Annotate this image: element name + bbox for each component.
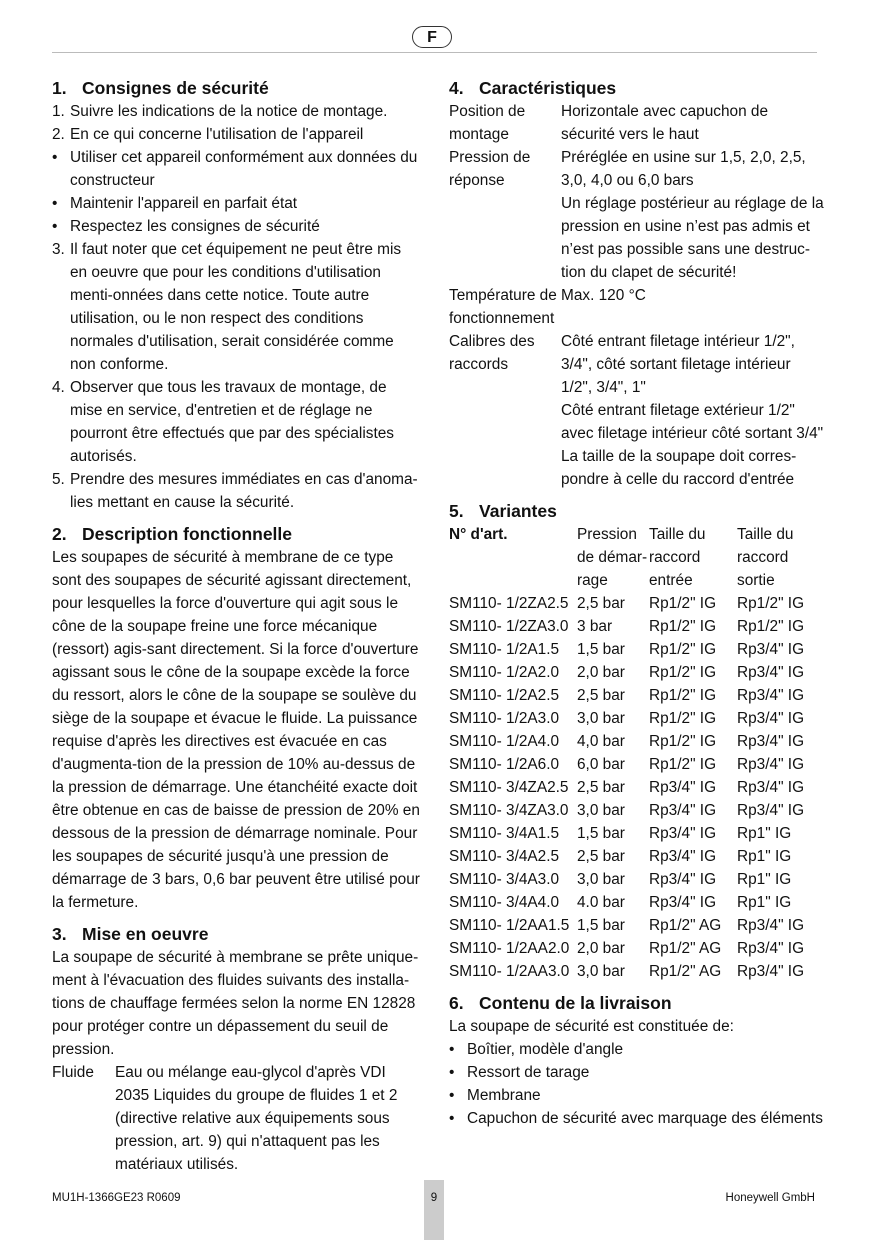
table-cell: Rp3/4" IG (737, 917, 805, 934)
spec-row: Température de fonctionnement Max. 120 °C (449, 287, 646, 327)
company-name: Honeywell GmbH (725, 1192, 815, 1204)
section-characteristics (449, 76, 824, 491)
table-cell: Rp1/2" IG (649, 664, 717, 681)
fluid-label: Fluide (52, 1064, 94, 1081)
list-item: 1. Suivre les indications de la notice de montage. (52, 103, 388, 120)
table-cell: 2,5 bar (577, 687, 625, 704)
table-cell: SM110- 3/4ZA2.5 (449, 779, 569, 796)
paragraph: La soupape de sécurité est constituée de: (449, 1018, 734, 1035)
page-footer (0, 1180, 875, 1240)
table-cell: 3,0 bar (577, 963, 625, 980)
table-cell: 1,5 bar (577, 917, 625, 934)
table-cell: SM110- 1/2AA2.0 (449, 940, 570, 957)
table-header-row (449, 523, 824, 592)
table-cell: SM110- 3/4A2.5 (449, 848, 560, 865)
table-cell: SM110- 1/2A2.5 (449, 687, 560, 704)
table-cell: Rp1/2" AG (649, 940, 722, 957)
table-cell: SM110- 3/4A3.0 (449, 871, 560, 888)
table-cell: Rp1/2" IG (649, 756, 717, 773)
table-cell: Rp3/4" IG (649, 825, 717, 842)
table-cell: Rp3/4" IG (737, 756, 805, 773)
language-badge: F (412, 26, 452, 48)
table-cell: Rp1" IG (737, 825, 792, 842)
table-cell: Rp1" IG (737, 848, 792, 865)
spec-row: Position de montage Horizontale avec capuchon de sécurité vers le haut (449, 103, 769, 143)
section-functional-description (52, 522, 422, 914)
fluid-row (52, 1061, 422, 1176)
table-cell: Rp3/4" IG (737, 641, 805, 658)
table-cell: 6,0 bar (577, 756, 625, 773)
table-cell: SM110- 1/2AA1.5 (449, 917, 570, 934)
delivery-list (449, 1038, 824, 1130)
section-heading: 5. Variantes (449, 501, 557, 521)
list-item: • Boîtier, modèle d'angle (449, 1041, 624, 1058)
table-cell: Rp3/4" IG (649, 779, 717, 796)
list-item: • Capuchon de sécurité avec marquage des éléments (449, 1110, 823, 1127)
table-row (449, 638, 824, 661)
section-heading: 6. Contenu de la livraison (449, 993, 672, 1013)
table-cell: SM110- 1/2ZA3.0 (449, 618, 569, 635)
list-item: • Utiliser cet appareil conformément aux données du constructeur (52, 149, 418, 189)
table-row (449, 914, 824, 937)
table-cell: Rp3/4" IG (649, 802, 717, 819)
table-cell: SM110- 1/2A2.0 (449, 664, 560, 681)
column-header: Taille du raccord sortie (737, 526, 794, 589)
table-cell: SM110- 1/2A1.5 (449, 641, 560, 658)
table-cell: SM110- 1/2AA3.0 (449, 963, 570, 980)
list-item: 2. En ce qui concerne l'utilisation de l'appareil (52, 126, 364, 143)
table-row (449, 937, 824, 960)
table-cell: 1,5 bar (577, 825, 625, 842)
table-cell: 2,0 bar (577, 664, 625, 681)
table-cell: Rp1" IG (737, 894, 792, 911)
section-delivery-contents (449, 991, 824, 1130)
section-installation (52, 922, 422, 1176)
section-heading: 2. Description fonctionnelle (52, 524, 293, 544)
table-cell: 3,0 bar (577, 710, 625, 727)
table-row (449, 799, 824, 822)
table-cell: Rp1" IG (737, 871, 792, 888)
table-cell: SM110- 3/4ZA3.0 (449, 802, 569, 819)
table-cell: 4,0 bar (577, 733, 625, 750)
table-cell: Rp3/4" IG (737, 779, 805, 796)
document-code: MU1H-1366GE23 R0609 (52, 1192, 181, 1204)
column-header: Taille du raccord entrée (649, 526, 706, 589)
section-heading: 4. Caractéristiques (449, 78, 617, 98)
spec-row: Un réglage postérieur au réglage de la pression en usine n’est pas admis et n’est pas possible sans une destruc-tion du clapet de sécurité! (561, 195, 824, 281)
table-row (449, 730, 824, 753)
fluid-text: Eau ou mélange eau-glycol d'après VDI 2035 Liquides du groupe de fluides 1 et 2 (directive relative aux équipements sous pression, art. 9) qui n'attaquent pas les matériaux utilisés. (115, 1064, 398, 1173)
table-cell: 3,0 bar (577, 871, 625, 888)
table-cell: SM110- 1/2A3.0 (449, 710, 560, 727)
table-cell: Rp3/4" IG (737, 733, 805, 750)
table-cell: Rp1/2" AG (649, 963, 722, 980)
spec-row: Côté entrant filetage extérieur 1/2" avec filetage intérieur côté sortant 3/4" (561, 402, 824, 442)
list-item: 5. Prendre des mesures immédiates en cas d'anoma-lies mettant en cause la sécurité. (52, 471, 418, 511)
spec-row: Calibres des raccords Côté entrant filetage intérieur 1/2", 3/4", côté sortant filetage intérieur 1/2", 3/4", 1" (449, 333, 795, 396)
table-row (449, 845, 824, 868)
list-item: 3. Il faut noter que cet équipement ne peut être mis en oeuvre que pour les conditions d'utilisation menti-onnées dans cette notice. Toute autre utilisation, ou le non respect des conditions normales d'utilisation, serait considérée comme non conforme. (52, 241, 402, 373)
list-item: • Ressort de tarage (449, 1064, 590, 1081)
list-item: 4. Observer que tous les travaux de montage, de mise en service, d'entretien et de réglage ne pourront être effectués que par des spécialistes autorisés. (52, 379, 394, 465)
paragraph: La soupape de sécurité à membrane se prête unique-ment à l'évacuation des fluides suivants des installa-tions de chauffage fermées selon la norme EN 12828 pour protéger contre un dépassement du seuil de pression. (52, 949, 419, 1058)
table-cell: 2,0 bar (577, 940, 625, 957)
page-number: 9 (424, 1180, 444, 1240)
table-row (449, 891, 824, 914)
section-heading: 1. Consignes de sécurité (52, 78, 269, 98)
table-cell: Rp3/4" IG (649, 871, 717, 888)
table-row (449, 592, 824, 615)
table-cell: Rp1/2" IG (649, 641, 717, 658)
table-cell: Rp3/4" IG (737, 710, 805, 727)
table-cell: Rp1/2" IG (649, 710, 717, 727)
table-cell: Rp1/2" IG (737, 618, 805, 635)
table-row (449, 822, 824, 845)
table-cell: Rp3/4" IG (737, 963, 805, 980)
header-divider (52, 52, 817, 53)
table-cell: SM110- 3/4A4.0 (449, 894, 560, 911)
table-cell: SM110- 1/2A4.0 (449, 733, 560, 750)
table-cell: 2,5 bar (577, 848, 625, 865)
table-cell: Rp3/4" IG (649, 848, 717, 865)
table-row (449, 753, 824, 776)
table-cell: Rp3/4" IG (737, 940, 805, 957)
table-row (449, 776, 824, 799)
table-cell: Rp1/2" IG (737, 595, 805, 612)
table-cell: 2,5 bar (577, 595, 625, 612)
table-cell: SM110- 1/2A6.0 (449, 756, 560, 773)
table-cell: 2,5 bar (577, 779, 625, 796)
left-column (52, 76, 422, 1184)
table-row (449, 684, 824, 707)
table-cell: 4.0 bar (577, 894, 625, 911)
section-safety (52, 76, 422, 514)
table-cell: Rp3/4" IG (737, 687, 805, 704)
list-item: • Respectez les consignes de sécurité (52, 218, 320, 235)
table-row (449, 960, 824, 983)
table-cell: Rp1/2" IG (649, 687, 717, 704)
table-cell: Rp1/2" AG (649, 917, 722, 934)
table-cell: Rp3/4" IG (737, 664, 805, 681)
variants-table (449, 523, 824, 983)
safety-list (52, 100, 422, 514)
section-heading: 3. Mise en oeuvre (52, 924, 209, 944)
list-item: • Membrane (449, 1087, 541, 1104)
table-row (449, 707, 824, 730)
right-column (449, 76, 824, 1138)
column-header: N° d'art. (449, 526, 508, 543)
table-cell: Rp1/2" IG (649, 733, 717, 750)
table-row (449, 661, 824, 684)
paragraph: Les soupapes de sécurité à membrane de ce type sont des soupapes de sécurité agissant directement, pour lesquelles la force d'ouverture qui agit sous le cône de la soupape freine une force mécanique (ressort) agis-sant directement. Si la force d'ouverture agissant sous le cône de la soupape excède la force du ressort, alors le cône de la soupape se soulève du siège de la soupape et évacue le fluide. La puissance requise d'après les directives est évacuée en cas d'augmenta-tion de la pression de 10% au-dessus de la pression de démarrage. Une étanchéité exacte doit être obtenue en cas de baisse de pression de 20% en dessous de la pression de démarrage nominale. Pour les soupapes de sécurité jusqu'à une pression de démarrage de 3 bars, 0,6 bar peuvent être utilisé pour la fermeture. (52, 549, 420, 911)
table-cell: Rp3/4" IG (649, 894, 717, 911)
spec-row: La taille de la soupape doit corres-pondre à celle du raccord d'entrée (561, 448, 797, 488)
table-cell: 3 bar (577, 618, 613, 635)
spec-row: Pression de réponse Préréglée en usine sur 1,5, 2,0, 2,5, 3,0, 4,0 ou 6,0 bars (449, 149, 806, 189)
table-cell: Rp1/2" IG (649, 618, 717, 635)
table-cell: SM110- 3/4A1.5 (449, 825, 560, 842)
table-cell: Rp1/2" IG (649, 595, 717, 612)
table-cell: SM110- 1/2ZA2.5 (449, 595, 569, 612)
column-header: Pression de démar-rage (577, 526, 648, 589)
list-item: • Maintenir l'appareil en parfait état (52, 195, 298, 212)
table-row (449, 868, 824, 891)
table-cell: 3,0 bar (577, 802, 625, 819)
table-cell: Rp3/4" IG (737, 802, 805, 819)
section-variants (449, 499, 824, 983)
table-row (449, 615, 824, 638)
table-cell: 1,5 bar (577, 641, 625, 658)
